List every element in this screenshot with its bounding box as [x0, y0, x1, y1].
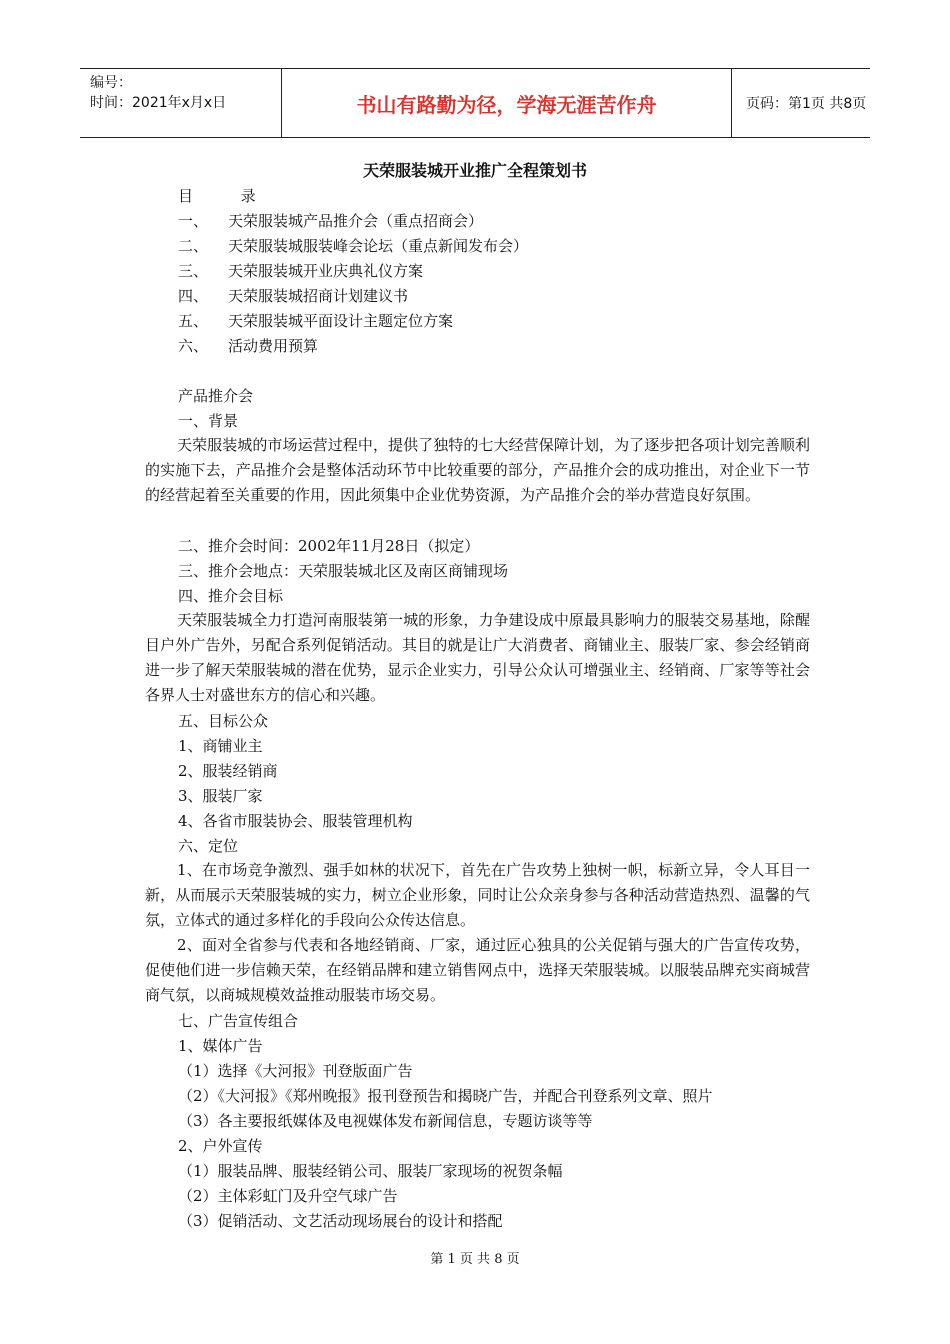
public-item: 3、服装厂家	[178, 787, 263, 805]
public-item: 4、各省市服装协会、服装管理机构	[178, 812, 413, 830]
toc-text: 天荣服装城平面设计主题定位方案	[228, 312, 454, 330]
toc-num: 三、	[178, 262, 209, 280]
public-item: 2、服装经销商	[178, 762, 278, 780]
doc-number-label: 编号：	[90, 75, 132, 91]
goal-heading: 四、推介会目标	[178, 587, 284, 605]
public-heading: 五、目标公众	[178, 712, 269, 730]
toc-text: 天荣服装城开业庆典礼仪方案	[228, 262, 424, 280]
outdoor-item: （1）服装品牌、服装经销公司、服装厂家现场的祝贺条幅	[178, 1162, 563, 1180]
toc-num: 一、	[178, 212, 209, 230]
toc-item	[178, 311, 453, 331]
toc-num: 四、	[178, 287, 209, 305]
position-paragraph-2: 2、面对全省参与代表和各地经销商、厂家，通过匠心独具的公关促销与强大的广告宣传攻势，促使他们进一步信赖天荣，在经销品牌和建立销售网点中，选择天荣服装城。以服装品牌充实商城营商气氛，以商城规模效益推动服装市场交易。	[145, 936, 810, 1004]
toc-num: 六、	[178, 337, 209, 355]
doc-date: 时间：2021年x月x日	[90, 95, 227, 111]
media-item: （1）选择《大河报》刊登版面广告	[178, 1062, 413, 1080]
toc-item	[178, 211, 483, 231]
page-footer: 第 1 页 共 8 页	[430, 1252, 520, 1267]
header-meta	[80, 69, 282, 137]
toc-text: 天荣服装城招商计划建议书	[228, 287, 409, 305]
toc-heading: 目 录	[178, 187, 256, 205]
outdoor-heading: 2、户外宣传	[178, 1137, 263, 1155]
background-paragraph: 天荣服装城的市场运营过程中，提供了独特的七大经营保障计划，为了逐步把各项计划完善顺利的实施下去，产品推介会是整体活动环节中比较重要的部分，产品推介会的成功推出，对企业下一节的经营起着至关重要的作用，因此须集中企业优势资源，为产品推介会的举办营造良好氛围。	[145, 436, 810, 504]
toc-item	[178, 236, 528, 256]
time-line: 二、推介会时间：2002年11月28日（拟定）	[178, 537, 480, 555]
toc-text: 天荣服装城产品推介会（重点招商会）	[228, 212, 484, 230]
toc-item	[178, 286, 408, 306]
toc-text: 活动费用预算	[228, 337, 319, 355]
toc-num: 五、	[178, 312, 209, 330]
section-title: 产品推介会	[178, 387, 254, 405]
media-item: （3）各主要报纸媒体及电视媒体发布新闻信息，专题访谈等等	[178, 1112, 593, 1130]
media-item: （2）《大河报》《郑州晚报》报刊登预告和揭晓广告，并配合刊登系列文章、照片	[178, 1087, 713, 1105]
outdoor-item: （2）主体彩虹门及升空气球广告	[178, 1187, 398, 1205]
media-heading: 1、媒体广告	[178, 1037, 263, 1055]
background-heading: 一、背景	[178, 412, 239, 430]
ad-heading: 七、广告宣传组合	[178, 1012, 299, 1030]
header-page-info: 页码：第1页 共8页	[746, 96, 867, 112]
toc-text: 天荣服装城服装峰会论坛（重点新闻发布会）	[228, 237, 529, 255]
document-title: 天荣服装城开业推广全程策划书	[362, 161, 587, 180]
outdoor-item: （3）促销活动、文艺活动现场展台的设计和搭配	[178, 1212, 503, 1230]
position-paragraph-1: 1、在市场竞争激烈、强手如林的状况下，首先在广告攻势上独树一帜，标新立异，令人耳目一新，从而展示天荣服装城的实力，树立企业形象，同时让公众亲身参与各种活动营造热烈、温馨的气氛，立体式的通过多样化的手段向公众传达信息。	[145, 861, 810, 929]
place-line: 三、推介会地点：天荣服装城北区及南区商铺现场	[178, 562, 509, 580]
goal-paragraph: 天荣服装城全力打造河南服装第一城的形象，力争建设成中原最具影响力的服装交易基地，除醒目户外广告外，另配合系列促销活动。其目的就是让广大消费者、商铺业主、服装厂家、参会经销商进一步了解天荣服装城的潜在优势，显示企业实力，引导公众认可增强业主、经销商、厂家等等社会各界人士对盛世东方的信心和兴趣。	[145, 611, 810, 704]
public-item: 1、商铺业主	[178, 737, 263, 755]
page-header	[80, 68, 870, 138]
header-slogan: 书山有路勤为径，学海无涯苦作舟	[282, 69, 732, 137]
toc-item	[178, 261, 423, 281]
toc-num: 二、	[178, 237, 209, 255]
position-heading: 六、定位	[178, 837, 239, 855]
toc-item	[178, 336, 318, 356]
